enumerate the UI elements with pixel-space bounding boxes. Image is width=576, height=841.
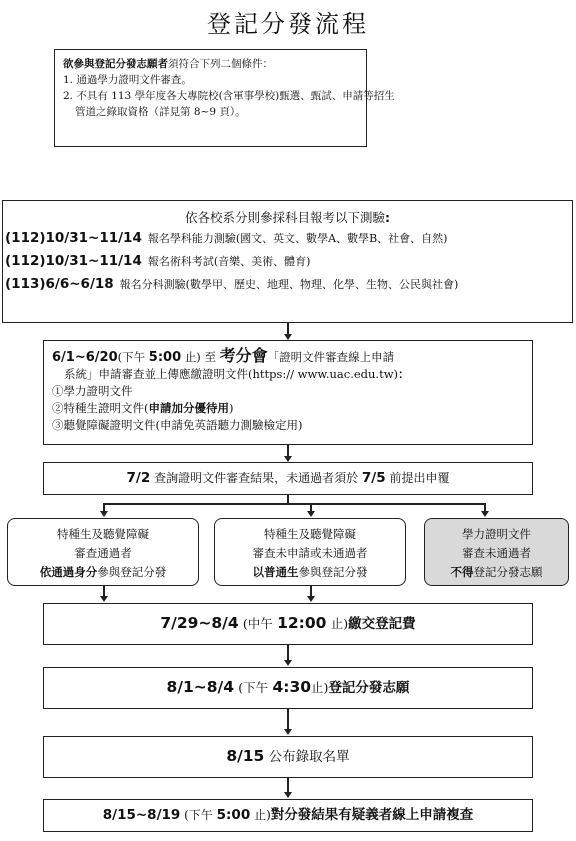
page-title: 登記分發流程	[207, 10, 369, 38]
condition-item-2-cont: 管道之錄取資格（詳見第 8~9 頁）。	[75, 106, 246, 118]
register-time: 4:30	[272, 678, 312, 696]
exam-heading-text: 依各校系分則參採科目報考以下測驗	[184, 210, 385, 225]
appeal-time: 5:00	[216, 807, 251, 823]
documents-item-1: ①學力證明文件	[52, 384, 133, 398]
review-result-box	[43, 462, 533, 495]
arrow-down-icon	[284, 334, 292, 340]
outcome-line-2: 審查通過者	[74, 546, 132, 560]
exam-row-date: (112)10/31~11/14	[5, 230, 142, 246]
appeal-open: (下午	[184, 808, 213, 822]
connector-line	[287, 778, 289, 793]
fee-time: 12:00	[277, 614, 327, 632]
connector-line	[287, 645, 289, 661]
documents-line-1	[52, 347, 524, 366]
register-open: (下午	[238, 680, 269, 695]
fee-close: 止)	[330, 616, 349, 631]
documents-line2-text: 系統」申請審查並上傳應繳證明文件(https:// www.uac.edu.tw)	[64, 367, 399, 381]
exam-row-text: 報名學科能力測驗(國文、英文、數學A、數學B、社會、自然)	[147, 232, 448, 245]
documents-line1-rest: 「證明文件審查線上申請	[267, 350, 395, 364]
conditions-intro-bold: 欲參與登記分發志願者	[63, 58, 168, 70]
branch-line	[103, 503, 485, 505]
exam-row-ast	[3, 273, 572, 296]
outcome-box-passed	[7, 518, 199, 586]
review-text-2: 前提出申覆	[389, 471, 450, 485]
appeal-box	[43, 799, 533, 832]
documents-line-2	[52, 366, 524, 383]
conditions-intro-rest: 須符合下列二個條件：	[168, 58, 273, 70]
arrow-down-icon	[284, 456, 292, 462]
review-text-1: 查詢證明文件審查結果，未通過者須於	[154, 471, 359, 485]
outcome-line-1: 特種生及聽覺障礙	[264, 527, 356, 541]
register-text: 登記分發志願	[328, 680, 410, 696]
outcome-line-3	[425, 563, 568, 582]
outcome-bold: 依通過身分	[39, 565, 98, 579]
documents-item2-pre: ②特種生證明文件(	[52, 401, 149, 415]
outcome-bold: 以普通生	[252, 565, 299, 579]
condition-item-1: 1. 通過學力證明文件審查。	[63, 74, 192, 86]
exam-row-date: (113)6/6~6/18	[5, 276, 114, 292]
review-date-2: 7/5	[361, 470, 386, 486]
arrow-down-icon	[284, 729, 292, 735]
outcome-bold: 不得	[450, 565, 474, 579]
connector-line	[287, 709, 289, 730]
documents-date: 6/1~6/20	[52, 350, 118, 365]
outcome-rest: 登記分發志願	[473, 565, 543, 579]
condition-item-2: 2. 不具有 113 學年度各大專院校(含軍事學校)甄選、甄試、申請等招生	[63, 90, 395, 102]
documents-time-open: (下午	[117, 350, 146, 364]
fee-box	[43, 603, 533, 645]
exam-row-arts	[3, 250, 572, 273]
publish-box	[43, 736, 533, 778]
exam-registration-box	[2, 200, 573, 323]
arrow-down-icon	[284, 660, 292, 666]
register-box	[43, 667, 533, 709]
publish-date: 8/15	[226, 747, 265, 765]
register-close: 止)	[311, 680, 329, 695]
outcome-line-1: 特種生及聽覺障礙	[57, 527, 149, 541]
outcome-box-failed	[424, 518, 569, 586]
outcome-box-regular	[214, 518, 406, 586]
conditions-intro	[63, 56, 358, 72]
documents-line2-colon: ：	[398, 367, 410, 381]
appeal-date: 8/15~8/19	[102, 807, 181, 823]
review-date-1: 7/2	[126, 470, 151, 486]
outcome-line-2: 審查未申請或未通過者	[252, 546, 368, 560]
documents-item2-post: )	[229, 401, 234, 415]
fee-open: (中午	[242, 616, 273, 631]
fee-date: 7/29~8/4	[160, 614, 239, 632]
publish-text: 公布錄取名單	[268, 749, 350, 765]
arrow-down-icon	[100, 511, 108, 517]
documents-item-2	[52, 400, 524, 417]
arrow-down-icon	[100, 596, 108, 602]
outcome-rest: 參與登記分發	[97, 565, 167, 579]
outcome-rest: 參與登記分發	[298, 565, 368, 579]
documents-to: 至	[204, 350, 216, 364]
appeal-close: 止)	[254, 808, 271, 822]
arrow-down-icon	[307, 511, 315, 517]
arrow-down-icon	[307, 596, 315, 602]
documents-time: 5:00	[148, 350, 182, 365]
document-upload-box	[43, 340, 533, 445]
arrow-down-icon	[481, 511, 489, 517]
exam-row-text: 報名分科測驗(數學甲、歷史、地理、物理、化學、生物、公民與社會)	[119, 278, 459, 291]
eligibility-conditions-box	[54, 49, 395, 147]
register-date: 8/1~8/4	[166, 678, 234, 696]
appeal-text: 對分發結果有疑義者線上申請複查	[270, 807, 474, 823]
fee-text: 繳交登記費	[348, 616, 416, 632]
exam-row-gsat	[3, 227, 572, 250]
outcome-line-3	[8, 563, 198, 582]
outcome-line-2: 審查未通過者	[462, 546, 531, 560]
exam-row-text: 報名術科考試(音樂、美術、體育)	[147, 255, 311, 268]
connector-line	[287, 495, 289, 503]
outcome-line-3	[215, 563, 405, 582]
arrow-down-icon	[284, 792, 292, 798]
documents-time-close: 止)	[184, 350, 201, 364]
documents-item-3: ③聽覺障礙證明文件(申請免英語聽力測驗檢定用)	[52, 418, 303, 432]
exam-heading	[3, 209, 572, 227]
exam-row-date: (112)10/31~11/14	[5, 253, 142, 269]
documents-org: 考分會	[219, 346, 268, 365]
documents-item2-bold: 申請加分優待用	[148, 401, 229, 415]
outcome-line-1: 學力證明文件	[462, 527, 531, 541]
exam-heading-colon: :	[385, 210, 390, 225]
